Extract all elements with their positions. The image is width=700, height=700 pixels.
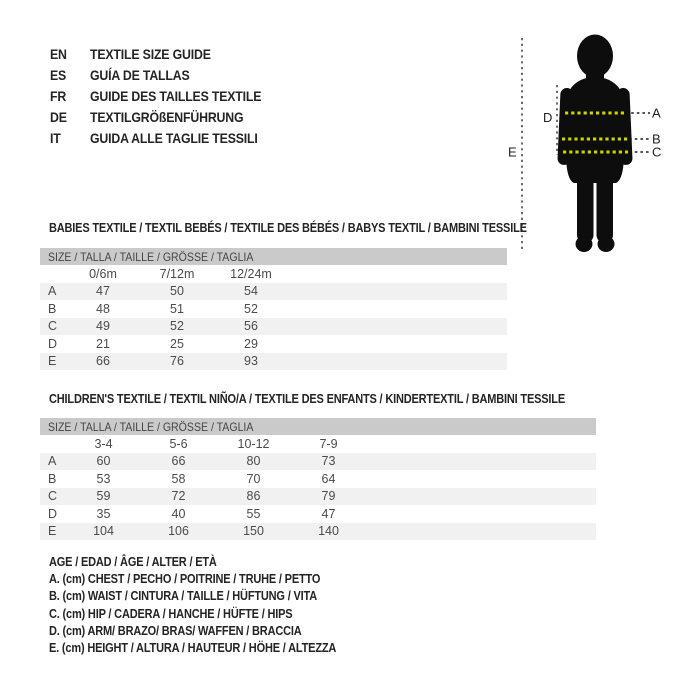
size-header-bar: SIZE / TALLA / TAILLE / GRÖSSE / TAGLIA bbox=[40, 248, 507, 265]
measure-label-b: B bbox=[652, 131, 661, 147]
cell: 60 bbox=[96, 454, 111, 469]
cell: 86 bbox=[246, 489, 261, 504]
table-row-b bbox=[40, 300, 507, 318]
cell: 104 bbox=[93, 524, 114, 539]
column-header: 7-9 bbox=[319, 436, 338, 451]
legend-hip-line: C. (cm) HIP / CADERA / HANCHE / HÜFTE / HIPS bbox=[49, 606, 293, 621]
column-header-row bbox=[40, 435, 596, 453]
cell: 47 bbox=[96, 284, 110, 299]
guide-title-de: TEXTILGRÖßENFÜHRUNG bbox=[90, 108, 244, 125]
cell: 25 bbox=[170, 336, 184, 351]
babies-size-table bbox=[40, 248, 507, 370]
row-label: D bbox=[48, 506, 58, 521]
cell: 76 bbox=[170, 354, 184, 369]
cell: 73 bbox=[321, 454, 336, 469]
language-code: DE bbox=[50, 108, 67, 125]
cell: 29 bbox=[244, 336, 258, 351]
cell: 66 bbox=[171, 454, 186, 469]
cell: 50 bbox=[170, 284, 184, 299]
table-row-e bbox=[40, 523, 596, 541]
cell: 49 bbox=[96, 319, 110, 334]
language-title-list bbox=[50, 44, 285, 148]
guide-title-fr: GUIDE DES TAILLES TEXTILE bbox=[90, 87, 262, 104]
cell: 47 bbox=[321, 506, 336, 521]
cell: 52 bbox=[244, 301, 258, 316]
cell: 59 bbox=[96, 489, 111, 504]
row-label: C bbox=[48, 489, 58, 504]
column-header: 12/24m bbox=[230, 266, 272, 281]
measure-label-d: D bbox=[543, 110, 553, 125]
cell: 55 bbox=[246, 506, 261, 521]
measurement-legend bbox=[49, 554, 375, 657]
measure-label-a: A bbox=[652, 105, 661, 121]
babies-table-title: BABIES TEXTILE / TEXTIL BEBÉS / TEXTILE DES BÉBÉS / BABYS TEXTIL / BAMBINI TESSILE bbox=[49, 221, 527, 235]
language-row-fr bbox=[50, 86, 285, 107]
cell: 79 bbox=[321, 489, 336, 504]
column-header: 7/12m bbox=[159, 266, 195, 281]
cell: 21 bbox=[96, 336, 110, 351]
row-label: E bbox=[48, 354, 57, 369]
cell: 64 bbox=[321, 471, 336, 486]
table-row-b bbox=[40, 470, 596, 488]
cell: 51 bbox=[170, 301, 184, 316]
legend-arm-line: D. (cm) ARM/ BRAZO/ BRAS/ WAFFEN / BRACCIA bbox=[49, 623, 302, 638]
legend-chest-line: A. (cm) CHEST / PECHO / POITRINE / TRUHE / PETTO bbox=[49, 572, 321, 587]
table-row-a bbox=[40, 283, 507, 301]
measure-label-e: E bbox=[508, 144, 517, 160]
language-code: IT bbox=[50, 129, 61, 146]
row-label: A bbox=[48, 454, 57, 469]
language-row-es bbox=[50, 65, 285, 86]
cell: 93 bbox=[244, 354, 258, 369]
legend-waist-line: B. (cm) WAIST / CINTURA / TAILLE / HÜFTUNG / VITA bbox=[49, 589, 318, 604]
children-table-title: CHILDREN'S TEXTILE / TEXTIL NIÑO/A / TEXTILE DES ENFANTS / KINDERTEXTIL / BAMBINI TESSILE bbox=[49, 392, 566, 406]
children-size-table bbox=[40, 418, 596, 540]
guide-title-en: TEXTILE SIZE GUIDE bbox=[90, 46, 211, 63]
table-row-a bbox=[40, 453, 596, 471]
column-header: 5-6 bbox=[169, 436, 188, 451]
table-row-c bbox=[40, 488, 596, 506]
cell: 106 bbox=[168, 524, 189, 539]
cell: 140 bbox=[318, 524, 339, 539]
row-label: B bbox=[48, 301, 57, 316]
measure-label-c: C bbox=[652, 144, 662, 160]
cell: 58 bbox=[171, 471, 186, 486]
cell: 48 bbox=[96, 301, 110, 316]
table-row-d bbox=[40, 335, 507, 353]
row-label: E bbox=[48, 524, 57, 539]
column-header: 10-12 bbox=[237, 436, 270, 451]
language-code: ES bbox=[50, 67, 67, 84]
column-header-row bbox=[40, 265, 507, 283]
cell: 56 bbox=[244, 319, 258, 334]
cell: 40 bbox=[171, 506, 186, 521]
cell: 52 bbox=[170, 319, 184, 334]
child-silhouette bbox=[557, 35, 632, 253]
language-row-en bbox=[50, 44, 285, 65]
cell: 35 bbox=[96, 506, 111, 521]
column-header: 0/6m bbox=[89, 266, 117, 281]
table-row-e bbox=[40, 353, 507, 371]
legend-age-line: AGE / EDAD / ÂGE / ALTER / ETÀ bbox=[49, 555, 217, 569]
size-header-bar: SIZE / TALLA / TAILLE / GRÖSSE / TAGLIA bbox=[40, 418, 596, 435]
language-code: FR bbox=[50, 87, 67, 104]
table-row-d bbox=[40, 505, 596, 523]
language-code: EN bbox=[50, 46, 67, 63]
cell: 72 bbox=[171, 489, 186, 504]
table-row-c bbox=[40, 318, 507, 336]
legend-height-line: E. (cm) HEIGHT / ALTURA / HAUTEUR / HÖHE / ALTEZZA bbox=[49, 641, 337, 656]
guide-title-es: GUÍA DE TALLAS bbox=[90, 67, 190, 84]
row-label: D bbox=[48, 336, 58, 351]
cell: 150 bbox=[243, 524, 264, 539]
language-row-it bbox=[50, 127, 285, 148]
guide-title-it: GUIDA ALLE TAGLIE TESSILI bbox=[90, 129, 258, 146]
cell: 80 bbox=[246, 454, 261, 469]
row-label: C bbox=[48, 319, 58, 334]
cell: 70 bbox=[246, 471, 261, 486]
column-header: 3-4 bbox=[94, 436, 113, 451]
cell: 66 bbox=[96, 354, 110, 369]
row-label: B bbox=[48, 471, 57, 486]
row-label: A bbox=[48, 284, 57, 299]
cell: 54 bbox=[244, 284, 258, 299]
language-row-de bbox=[50, 106, 285, 127]
cell: 53 bbox=[96, 471, 111, 486]
